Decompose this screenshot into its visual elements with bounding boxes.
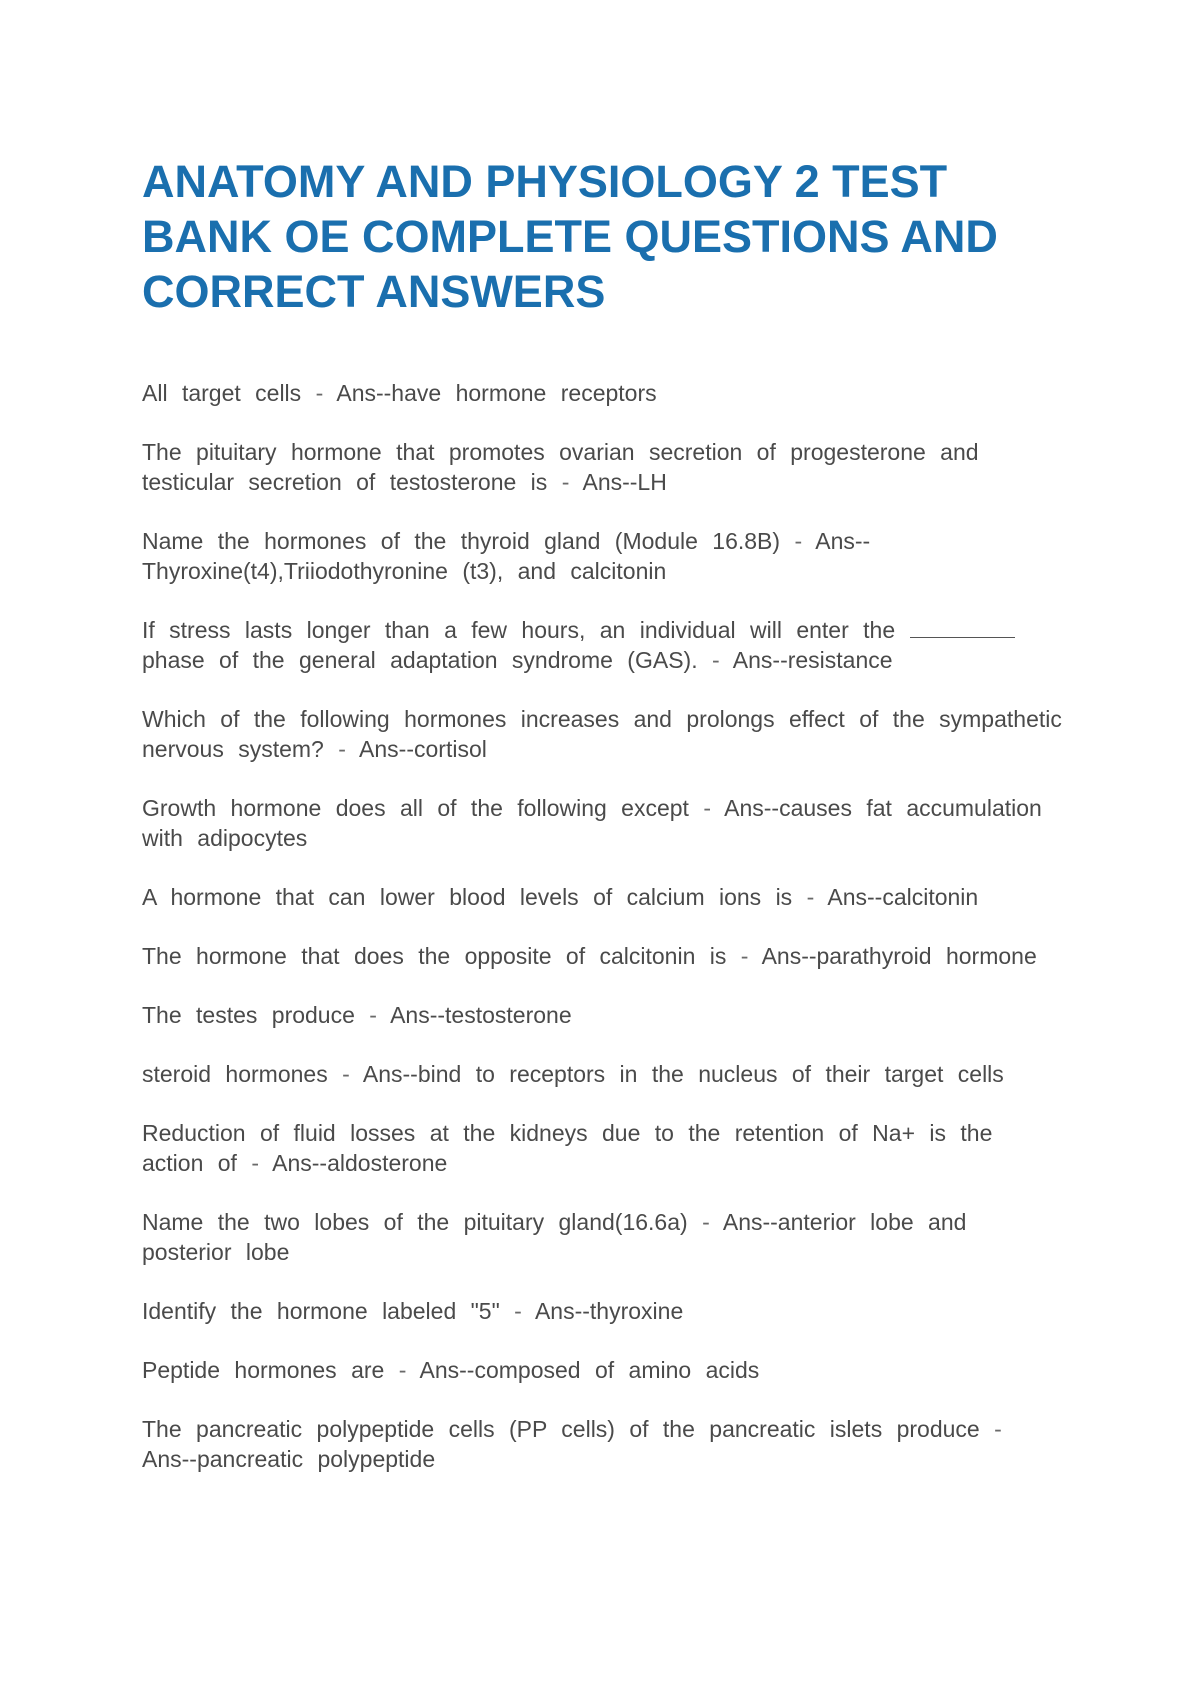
qa-item: [142, 1118, 1062, 1178]
qa-item: [142, 882, 1062, 912]
question-text: Identify the hormone labeled "5": [142, 1298, 500, 1324]
question-text: The pancreatic polypeptide cells (PP cells) of the pancreatic islets produce: [142, 1416, 980, 1442]
question-text: The testes produce: [142, 1002, 355, 1028]
separator: -: [561, 469, 570, 495]
question-text: Which of the following hormones increases and prolongs effect of the sympathetic nervous system?: [142, 706, 1062, 762]
fill-in-blank: [910, 619, 1015, 638]
qa-item: [142, 1355, 1062, 1385]
separator: -: [711, 647, 720, 673]
question-text: All target cells: [142, 380, 302, 406]
question-text: Reduction of fluid losses at the kidneys due to the retention of Na+ is the action of: [142, 1120, 993, 1176]
answer-text: Ans--composed of amino acids: [419, 1357, 760, 1383]
qa-item: [142, 1296, 1062, 1326]
question-text: If stress lasts longer than a few hours, an individual will enter the: [142, 617, 896, 643]
qa-item: [142, 1000, 1062, 1030]
qa-item: [142, 1059, 1062, 1089]
answer-text: Ans--causes fat accumulation with adipocytes: [142, 795, 1042, 851]
answer-text: Ans--testosterone: [390, 1002, 572, 1028]
separator: -: [251, 1150, 260, 1176]
answer-text: Ans--have hormone receptors: [336, 380, 657, 406]
qa-item: [142, 793, 1062, 853]
qa-list: [142, 378, 1062, 1503]
qa-item: [142, 1207, 1062, 1267]
answer-text: Ans--bind to receptors in the nucleus of their target cells: [362, 1061, 1004, 1087]
separator: -: [994, 1416, 1002, 1442]
qa-item: [142, 437, 1062, 497]
answer-text: Ans--thyroxine: [534, 1298, 684, 1324]
qa-item: [142, 1414, 1062, 1474]
separator: -: [702, 1209, 710, 1235]
question-text: The hormone that does the opposite of calcitonin is: [142, 943, 727, 969]
qa-item: [142, 526, 1062, 586]
answer-text: Ans--cortisol: [359, 736, 487, 762]
separator: -: [794, 528, 803, 554]
answer-text: Ans--resistance: [732, 647, 893, 673]
separator: -: [338, 736, 346, 762]
separator: -: [369, 1002, 377, 1028]
answer-text: Ans--LH: [582, 469, 667, 495]
separator: -: [315, 380, 324, 406]
answer-text: Ans--parathyroid hormone: [761, 943, 1037, 969]
qa-item: [142, 704, 1062, 764]
question-text: The pituitary hormone that promotes ovarian secretion of progesterone and testicular secretion of testosterone is: [142, 439, 979, 495]
qa-item: [142, 378, 1062, 408]
separator: -: [342, 1061, 350, 1087]
separator: -: [703, 795, 712, 821]
answer-text: Ans--pancreatic polypeptide: [142, 1446, 436, 1472]
document-title: ANATOMY AND PHYSIOLOGY 2 TEST BANK OE COMPLETE QUESTIONS AND CORRECT ANSWERS: [142, 156, 998, 317]
separator: -: [514, 1298, 522, 1324]
separator: -: [806, 884, 815, 910]
question-text-continued: phase of the general adaptation syndrome (GAS).: [142, 647, 698, 673]
answer-text: Ans--Thyroxine(t4),Triiodothyronine (t3), and calcitonin: [142, 528, 871, 584]
question-text: Name the hormones of the thyroid gland (Module 16.8B): [142, 528, 781, 554]
question-text: A hormone that can lower blood levels of calcium ions is: [142, 884, 793, 910]
qa-item: [142, 615, 1062, 675]
answer-text: Ans--aldosterone: [272, 1150, 448, 1176]
separator: -: [398, 1357, 407, 1383]
qa-item: [142, 941, 1062, 971]
answer-text: Ans--calcitonin: [827, 884, 979, 910]
separator: -: [740, 943, 749, 969]
question-text: steroid hormones: [142, 1061, 328, 1087]
question-text: Peptide hormones are: [142, 1357, 385, 1383]
question-text: Name the two lobes of the pituitary gland(16.6a): [142, 1209, 688, 1235]
question-text: Growth hormone does all of the following except: [142, 795, 689, 821]
answer-text: Ans--anterior lobe and posterior lobe: [142, 1209, 967, 1265]
